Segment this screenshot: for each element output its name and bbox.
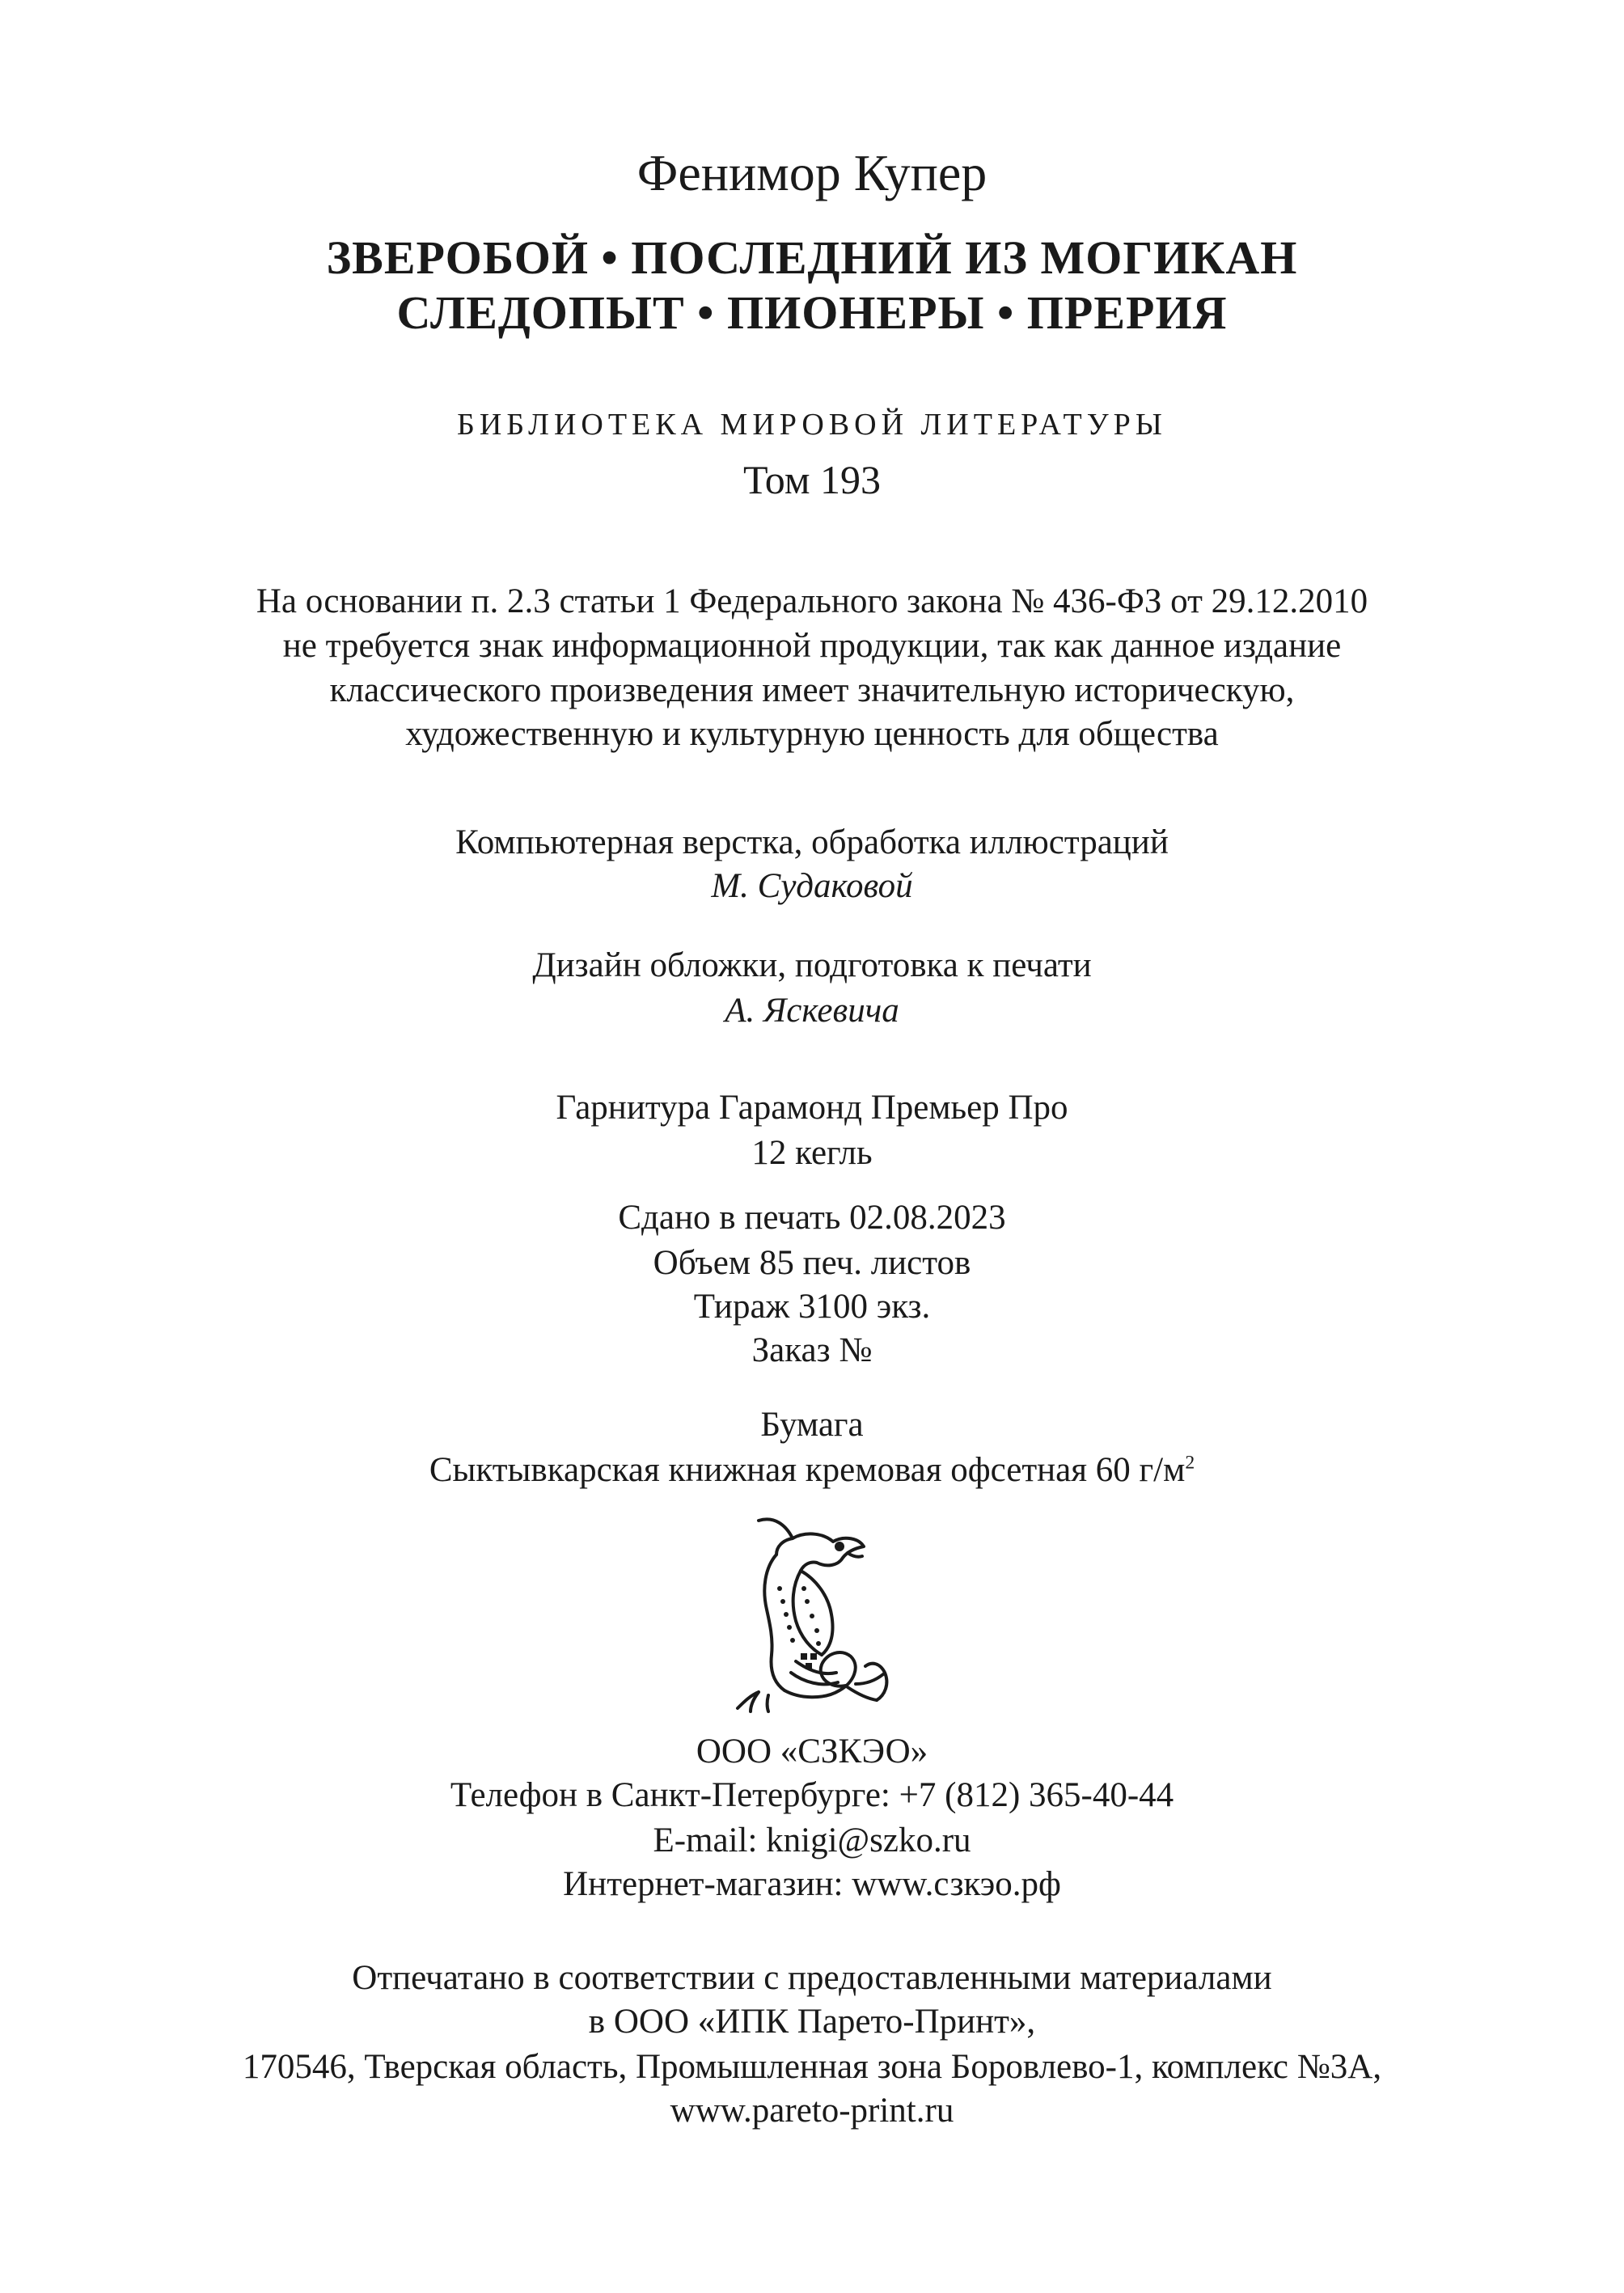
printer-line-2: в ООО «ИПК Парето-Принт»,: [588, 2003, 1036, 2041]
printer-address: 170546, Тверская область, Промышленная зона Боровлево-1, комплекс №3А,: [242, 2048, 1382, 2086]
paper-description: [0, 1453, 1624, 1487]
printer-website: www.pareto-print.ru: [670, 2092, 954, 2130]
publisher-name: ООО «СЗКЭО»: [696, 1732, 928, 1771]
design-credit-name: А. Яскевича: [725, 992, 899, 1030]
print-submitted-date: Сдано в печать 02.08.2023: [618, 1199, 1006, 1237]
order-number: Заказ №: [751, 1331, 873, 1369]
layout-credit-name: М. Судаковой: [711, 867, 913, 905]
legal-notice-line-2: не требуется знак информационной продукции, так как данное издание: [282, 627, 1342, 665]
paper-description-text: Сыктывкарская книжная кремовая офсетная 60 г/м: [429, 1451, 1186, 1489]
publisher-email: E-mail: knigi@szko.ru: [653, 1821, 971, 1859]
typeface-size: 12 кегль: [751, 1134, 873, 1172]
series-name: БИБЛИОТЕКА МИРОВОЙ ЛИТЕРАТУРЫ: [457, 408, 1167, 442]
design-credit-role: Дизайн обложки, подготовка к печати: [532, 946, 1092, 984]
legal-notice-line-3: классического произведения имеет значительную историческую,: [329, 671, 1295, 709]
typeface-name: Гарнитура Гарамонд Премьер Про: [556, 1089, 1068, 1127]
author-name: Фенимор Купер: [636, 144, 988, 201]
legal-notice-line-1: На основании п. 2.3 статьи 1 Федерального закона № 436-ФЗ от 29.12.2010: [256, 582, 1368, 620]
paper-unit-superscript: 2: [1185, 1452, 1195, 1474]
dragon-emblem-icon: [726, 1511, 898, 1713]
titles-line-1: ЗВЕРОБОЙ • ПОСЛЕДНИЙ ИЗ МОГИКАН: [326, 231, 1298, 284]
publisher-phone: Телефон в Санкт-Петербурге: +7 (812) 365-40-44: [450, 1776, 1174, 1814]
titles-line-2: СЛЕДОПЫТ • ПИОНЕРЫ • ПРЕРИЯ: [396, 286, 1228, 339]
layout-credit-role: Компьютерная верстка, обработка иллюстраций: [455, 823, 1169, 861]
volume-number: Том 193: [743, 457, 881, 502]
paper-label: Бумага: [760, 1406, 864, 1444]
printer-line-1: Отпечатано в соответствии с предоставленными материалами: [352, 1959, 1272, 1997]
publisher-online-shop: Интернет-магазин: www.сзкэо.рф: [563, 1865, 1061, 1903]
print-volume: Объем 85 печ. листов: [653, 1244, 971, 1282]
legal-notice-line-4: художественную и культурную ценность для общества: [405, 715, 1219, 753]
print-run: Тираж 3100 экз.: [693, 1288, 931, 1326]
